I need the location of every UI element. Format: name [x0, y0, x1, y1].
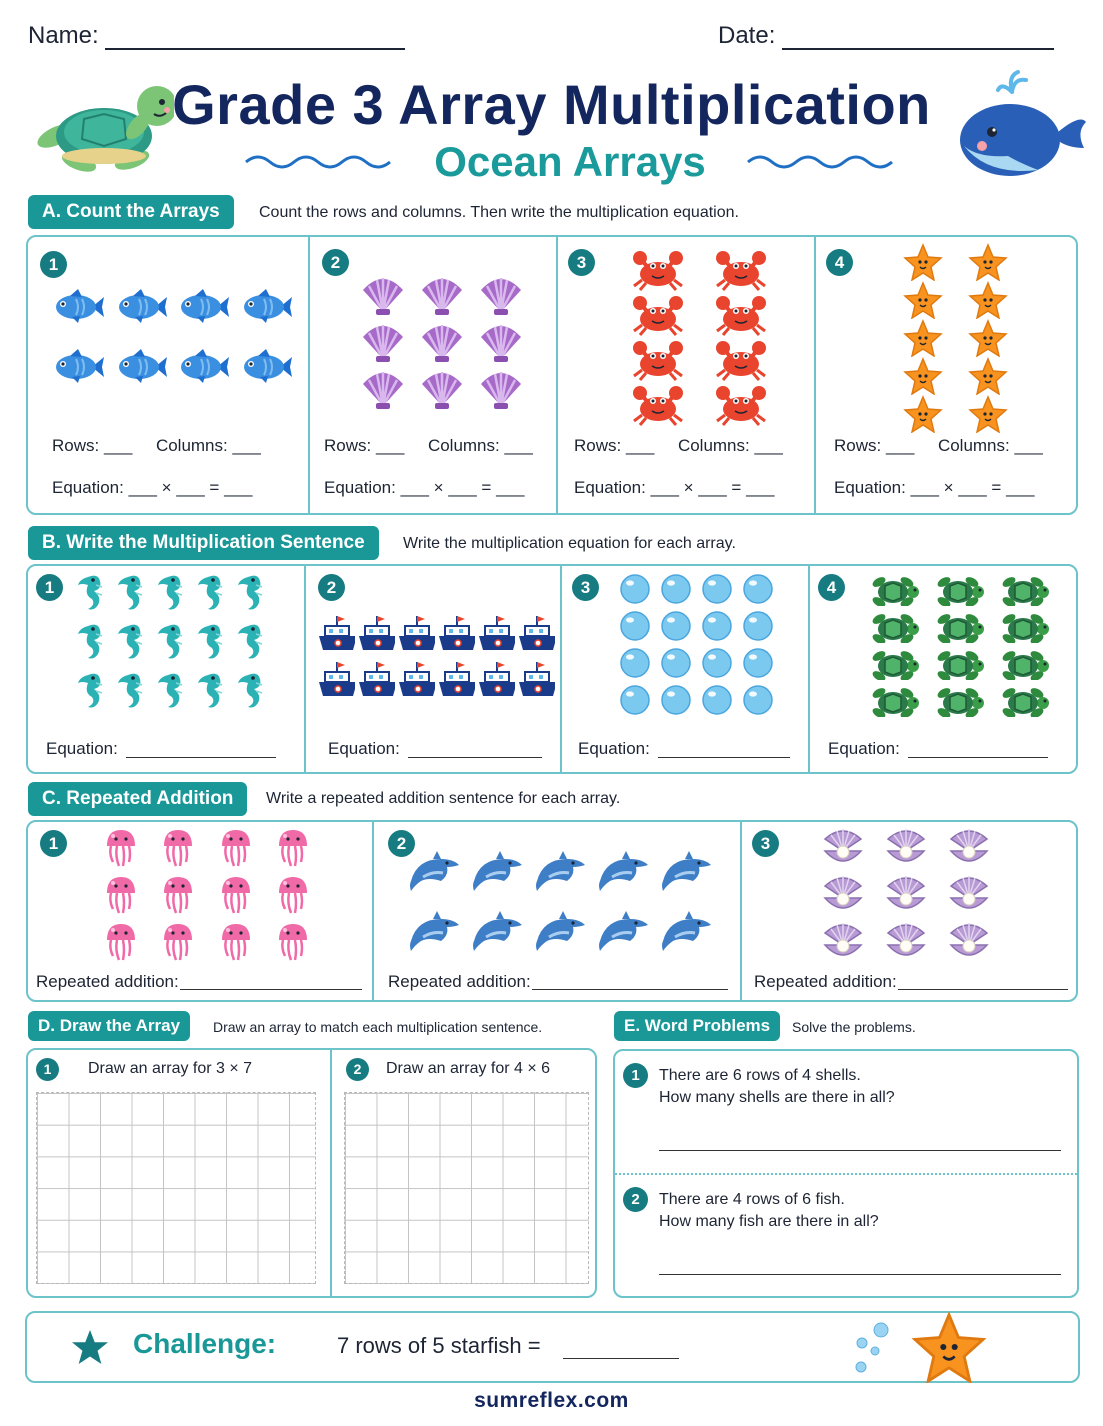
bubble-icon: [619, 573, 651, 605]
crab-icon: [715, 383, 767, 427]
oyster-pearl-icon: [949, 829, 991, 869]
equation-line[interactable]: Equation: ___ × ___ = ___: [324, 478, 525, 497]
boat-icon: [477, 660, 515, 698]
problem-number-badge: 2: [322, 249, 349, 276]
problem-number-badge: 2: [623, 1187, 648, 1212]
dolphin-icon: [407, 851, 461, 893]
dolphin-icon: [596, 911, 650, 953]
turtle-icon: [936, 683, 984, 717]
d-problem-2: [330, 1050, 595, 1296]
dolphin-icon: [533, 851, 587, 893]
e-problem-1: [615, 1051, 1077, 1175]
turtle-icon: [871, 683, 919, 717]
jellyfish-icon: [218, 828, 254, 870]
problem-number-badge: 3: [568, 249, 595, 276]
shell-icon: [420, 368, 464, 410]
jellyfish-icon: [160, 828, 196, 870]
rows-columns-line[interactable]: Rows: ___ Columns: ___: [324, 436, 533, 455]
equation-line[interactable]: Equation:: [578, 739, 650, 758]
bubble-icon: [660, 647, 692, 679]
section-c-panel: [26, 820, 1078, 1002]
section-d-tag: D. Draw the Array: [28, 1011, 190, 1041]
seahorse-icon: [156, 620, 184, 662]
boat-icon: [437, 660, 475, 698]
answer-blank[interactable]: [532, 988, 728, 990]
draw-prompt: Draw an array for 4 × 6: [386, 1060, 551, 1077]
e-problem-2: [615, 1177, 1077, 1297]
c-problem-1: [28, 822, 372, 1000]
bubble-icon: [619, 610, 651, 642]
starfish-icon: [968, 243, 1008, 281]
dolphin-icon: [470, 851, 524, 893]
shell-icon: [361, 321, 405, 363]
bubble-icon: [701, 610, 733, 642]
starfish-icon: [903, 357, 943, 395]
problem-number-badge: 1: [40, 830, 67, 857]
jellyfish-icon: [275, 875, 311, 917]
a-problem-2: [308, 237, 556, 513]
problem-number-badge: 3: [572, 574, 599, 601]
starfish-icon: [968, 395, 1008, 433]
equation-line[interactable]: Equation:: [328, 739, 400, 758]
bubble-icon: [701, 647, 733, 679]
seahorse-icon: [156, 669, 184, 711]
fish-icon: [177, 347, 231, 387]
dolphin-icon: [533, 911, 587, 953]
crab-icon: [632, 293, 684, 337]
repeated-addition-line[interactable]: Repeated addition:: [36, 972, 179, 991]
fish-icon: [177, 287, 231, 327]
jellyfish-icon: [275, 828, 311, 870]
page-subtitle: Ocean Arrays: [434, 138, 706, 185]
equation-line[interactable]: Equation:: [46, 739, 118, 758]
dolphin-icon: [659, 911, 713, 953]
shell-icon: [479, 368, 523, 410]
turtle-icon: [871, 646, 919, 680]
a-problem-1: [28, 237, 310, 513]
challenge-answer-blank[interactable]: [563, 1357, 679, 1359]
name-label: Name:: [28, 22, 99, 49]
seahorse-icon: [196, 620, 224, 662]
wave-right-decoration: [746, 152, 896, 172]
oyster-pearl-icon: [823, 829, 865, 869]
turtle-icon: [871, 572, 919, 606]
jellyfish-icon: [103, 828, 139, 870]
starfish-icon: [968, 357, 1008, 395]
answer-blank[interactable]: [658, 756, 790, 758]
crab-icon: [632, 338, 684, 382]
section-a-panel: [26, 235, 1078, 515]
problem-number-badge: 4: [826, 249, 853, 276]
section-c-instruction: Write a repeated addition sentence for each array.: [266, 790, 621, 807]
dolphin-icon: [596, 851, 650, 893]
problem-number-badge: 2: [388, 830, 415, 857]
problem-number-badge: 1: [623, 1063, 648, 1088]
answer-blank[interactable]: [908, 756, 1048, 758]
bubble-icon: [660, 573, 692, 605]
starfish-icon: [903, 395, 943, 433]
problem-number-badge: 2: [346, 1058, 369, 1081]
crab-icon: [715, 338, 767, 382]
star-icon: [71, 1329, 109, 1365]
starfish-icon: [968, 281, 1008, 319]
bubble-icon: [742, 573, 774, 605]
boat-icon: [437, 614, 475, 652]
section-b-instruction: Write the multiplication equation for each array.: [403, 535, 736, 552]
oyster-pearl-icon: [886, 923, 928, 963]
name-field[interactable]: [28, 22, 405, 50]
crab-icon: [715, 248, 767, 292]
boat-icon: [517, 614, 555, 652]
section-d-panel: [26, 1048, 597, 1298]
seahorse-icon: [196, 571, 224, 613]
turtle-icon: [1001, 683, 1049, 717]
date-label: Date:: [718, 22, 776, 49]
equation-line[interactable]: Equation: ___ × ___ = ___: [574, 478, 775, 497]
section-e-tag: E. Word Problems: [614, 1011, 780, 1041]
dolphin-icon: [659, 851, 713, 893]
seahorse-icon: [76, 669, 104, 711]
date-field[interactable]: [718, 22, 1054, 50]
jellyfish-icon: [160, 922, 196, 964]
jellyfish-icon: [275, 922, 311, 964]
oyster-pearl-icon: [823, 923, 865, 963]
word-problem-line2: How many shells are there in all?: [659, 1089, 895, 1106]
b-problem-4: [808, 566, 1076, 772]
answer-blank[interactable]: [180, 988, 362, 990]
footer-website: sumreflex.com: [474, 1389, 629, 1412]
seahorse-icon: [236, 571, 264, 613]
boat-icon: [357, 660, 395, 698]
equation-line[interactable]: Equation: ___ × ___ = ___: [834, 478, 1035, 497]
turtle-icon: [1001, 609, 1049, 643]
c-problem-3: [740, 822, 1076, 1000]
fish-icon: [240, 347, 294, 387]
section-d-instruction: Draw an array to match each multiplication sentence.: [213, 1019, 543, 1035]
shell-icon: [420, 274, 464, 316]
problem-number-badge: 2: [318, 574, 345, 601]
page-title: Grade 3 Array Multiplication: [172, 73, 931, 136]
d-problem-1: [28, 1050, 330, 1296]
bubble-icon: [660, 684, 692, 716]
a-problem-4: [814, 237, 1076, 513]
bubble-icon: [701, 684, 733, 716]
fish-icon: [52, 287, 106, 327]
dolphin-icon: [470, 911, 524, 953]
boat-icon: [317, 660, 355, 698]
challenge-label: Challenge:: [133, 1328, 277, 1359]
section-e-panel: [613, 1049, 1079, 1298]
repeated-addition-line[interactable]: Repeated addition:: [754, 972, 897, 991]
problem-number-badge: 1: [36, 1058, 59, 1081]
turtle-icon: [936, 646, 984, 680]
bubble-icon: [660, 610, 692, 642]
oyster-pearl-icon: [886, 876, 928, 916]
drawing-grid[interactable]: [344, 1092, 589, 1284]
b-problem-3: [560, 566, 808, 772]
problem-number-badge: 1: [36, 574, 63, 601]
jellyfish-icon: [218, 875, 254, 917]
challenge-text: 7 rows of 5 starfish =: [337, 1333, 541, 1358]
shell-icon: [361, 368, 405, 410]
oyster-pearl-icon: [823, 876, 865, 916]
section-c-tag: C. Repeated Addition: [28, 782, 247, 816]
oyster-pearl-icon: [886, 829, 928, 869]
seahorse-icon: [196, 669, 224, 711]
jellyfish-icon: [218, 922, 254, 964]
drawing-grid[interactable]: [36, 1092, 316, 1284]
a-problem-3: [556, 237, 814, 513]
seahorse-icon: [76, 620, 104, 662]
fish-icon: [115, 287, 169, 327]
b-problem-1: [28, 566, 304, 772]
answer-blank[interactable]: [898, 988, 1068, 990]
turtle-icon: [871, 609, 919, 643]
word-problem-line2: How many fish are there in all?: [659, 1213, 879, 1230]
section-b-panel: [26, 564, 1078, 774]
starfish-icon: [903, 243, 943, 281]
answer-blank[interactable]: [659, 1149, 1061, 1151]
turtle-icon: [936, 609, 984, 643]
starfish-mascot-icon: [911, 1311, 987, 1383]
rows-columns-line[interactable]: Rows: ___ Columns: ___: [574, 436, 783, 455]
shell-icon: [420, 321, 464, 363]
repeated-addition-line[interactable]: Repeated addition:: [388, 972, 531, 991]
section-a-tag: A. Count the Arrays: [28, 195, 234, 229]
equation-line[interactable]: Equation: ___ × ___ = ___: [52, 478, 253, 497]
bubble-icon: [619, 647, 651, 679]
turtle-icon: [936, 572, 984, 606]
turtle-icon: [1001, 572, 1049, 606]
equation-line[interactable]: Equation:: [828, 739, 900, 758]
answer-blank[interactable]: [408, 756, 542, 758]
section-b-tag: B. Write the Multiplication Sentence: [28, 526, 379, 560]
turtle-icon: [1001, 646, 1049, 680]
bubble-icon: [701, 573, 733, 605]
fish-icon: [115, 347, 169, 387]
shell-icon: [361, 274, 405, 316]
seahorse-icon: [236, 620, 264, 662]
answer-blank[interactable]: [126, 756, 276, 758]
problem-number-badge: 3: [752, 830, 779, 857]
seahorse-icon: [116, 620, 144, 662]
rows-columns-line[interactable]: Rows: ___ Columns: ___: [52, 436, 261, 455]
c-problem-2: [372, 822, 740, 1000]
seahorse-icon: [116, 669, 144, 711]
word-problem-line1: There are 4 rows of 6 fish.: [659, 1191, 845, 1208]
fish-icon: [52, 347, 106, 387]
section-a-instruction: Count the rows and columns. Then write the multiplication equation.: [259, 204, 739, 221]
bubble-icon: [742, 684, 774, 716]
date-blank[interactable]: [782, 26, 1054, 50]
boat-icon: [357, 614, 395, 652]
fish-icon: [240, 287, 294, 327]
seahorse-icon: [76, 571, 104, 613]
rows-columns-line[interactable]: Rows: ___ Columns: ___: [834, 436, 1043, 455]
seahorse-icon: [156, 571, 184, 613]
shell-icon: [479, 274, 523, 316]
boat-icon: [317, 614, 355, 652]
starfish-icon: [968, 319, 1008, 357]
boat-icon: [517, 660, 555, 698]
name-blank[interactable]: [105, 26, 405, 50]
challenge-panel: [25, 1311, 1080, 1383]
seahorse-icon: [116, 571, 144, 613]
answer-blank[interactable]: [659, 1273, 1061, 1275]
bubble-icon: [619, 684, 651, 716]
problem-number-badge: 1: [40, 251, 67, 278]
jellyfish-icon: [103, 875, 139, 917]
word-problem-line1: There are 6 rows of 4 shells.: [659, 1067, 861, 1084]
seahorse-icon: [236, 669, 264, 711]
b-problem-2: [304, 566, 560, 772]
crab-icon: [632, 248, 684, 292]
oyster-pearl-icon: [949, 876, 991, 916]
starfish-icon: [903, 319, 943, 357]
dolphin-icon: [407, 911, 461, 953]
jellyfish-icon: [160, 875, 196, 917]
boat-icon: [397, 614, 435, 652]
bubbles-icon: [851, 1321, 901, 1375]
jellyfish-icon: [103, 922, 139, 964]
boat-icon: [477, 614, 515, 652]
section-e-instruction: Solve the problems.: [792, 1019, 916, 1035]
bubble-icon: [742, 647, 774, 679]
boat-icon: [397, 660, 435, 698]
shell-icon: [479, 321, 523, 363]
starfish-icon: [903, 281, 943, 319]
oyster-pearl-icon: [949, 923, 991, 963]
draw-prompt: Draw an array for 3 × 7: [88, 1060, 253, 1077]
crab-icon: [715, 293, 767, 337]
bubble-icon: [742, 610, 774, 642]
problem-number-badge: 4: [818, 574, 845, 601]
crab-icon: [632, 383, 684, 427]
